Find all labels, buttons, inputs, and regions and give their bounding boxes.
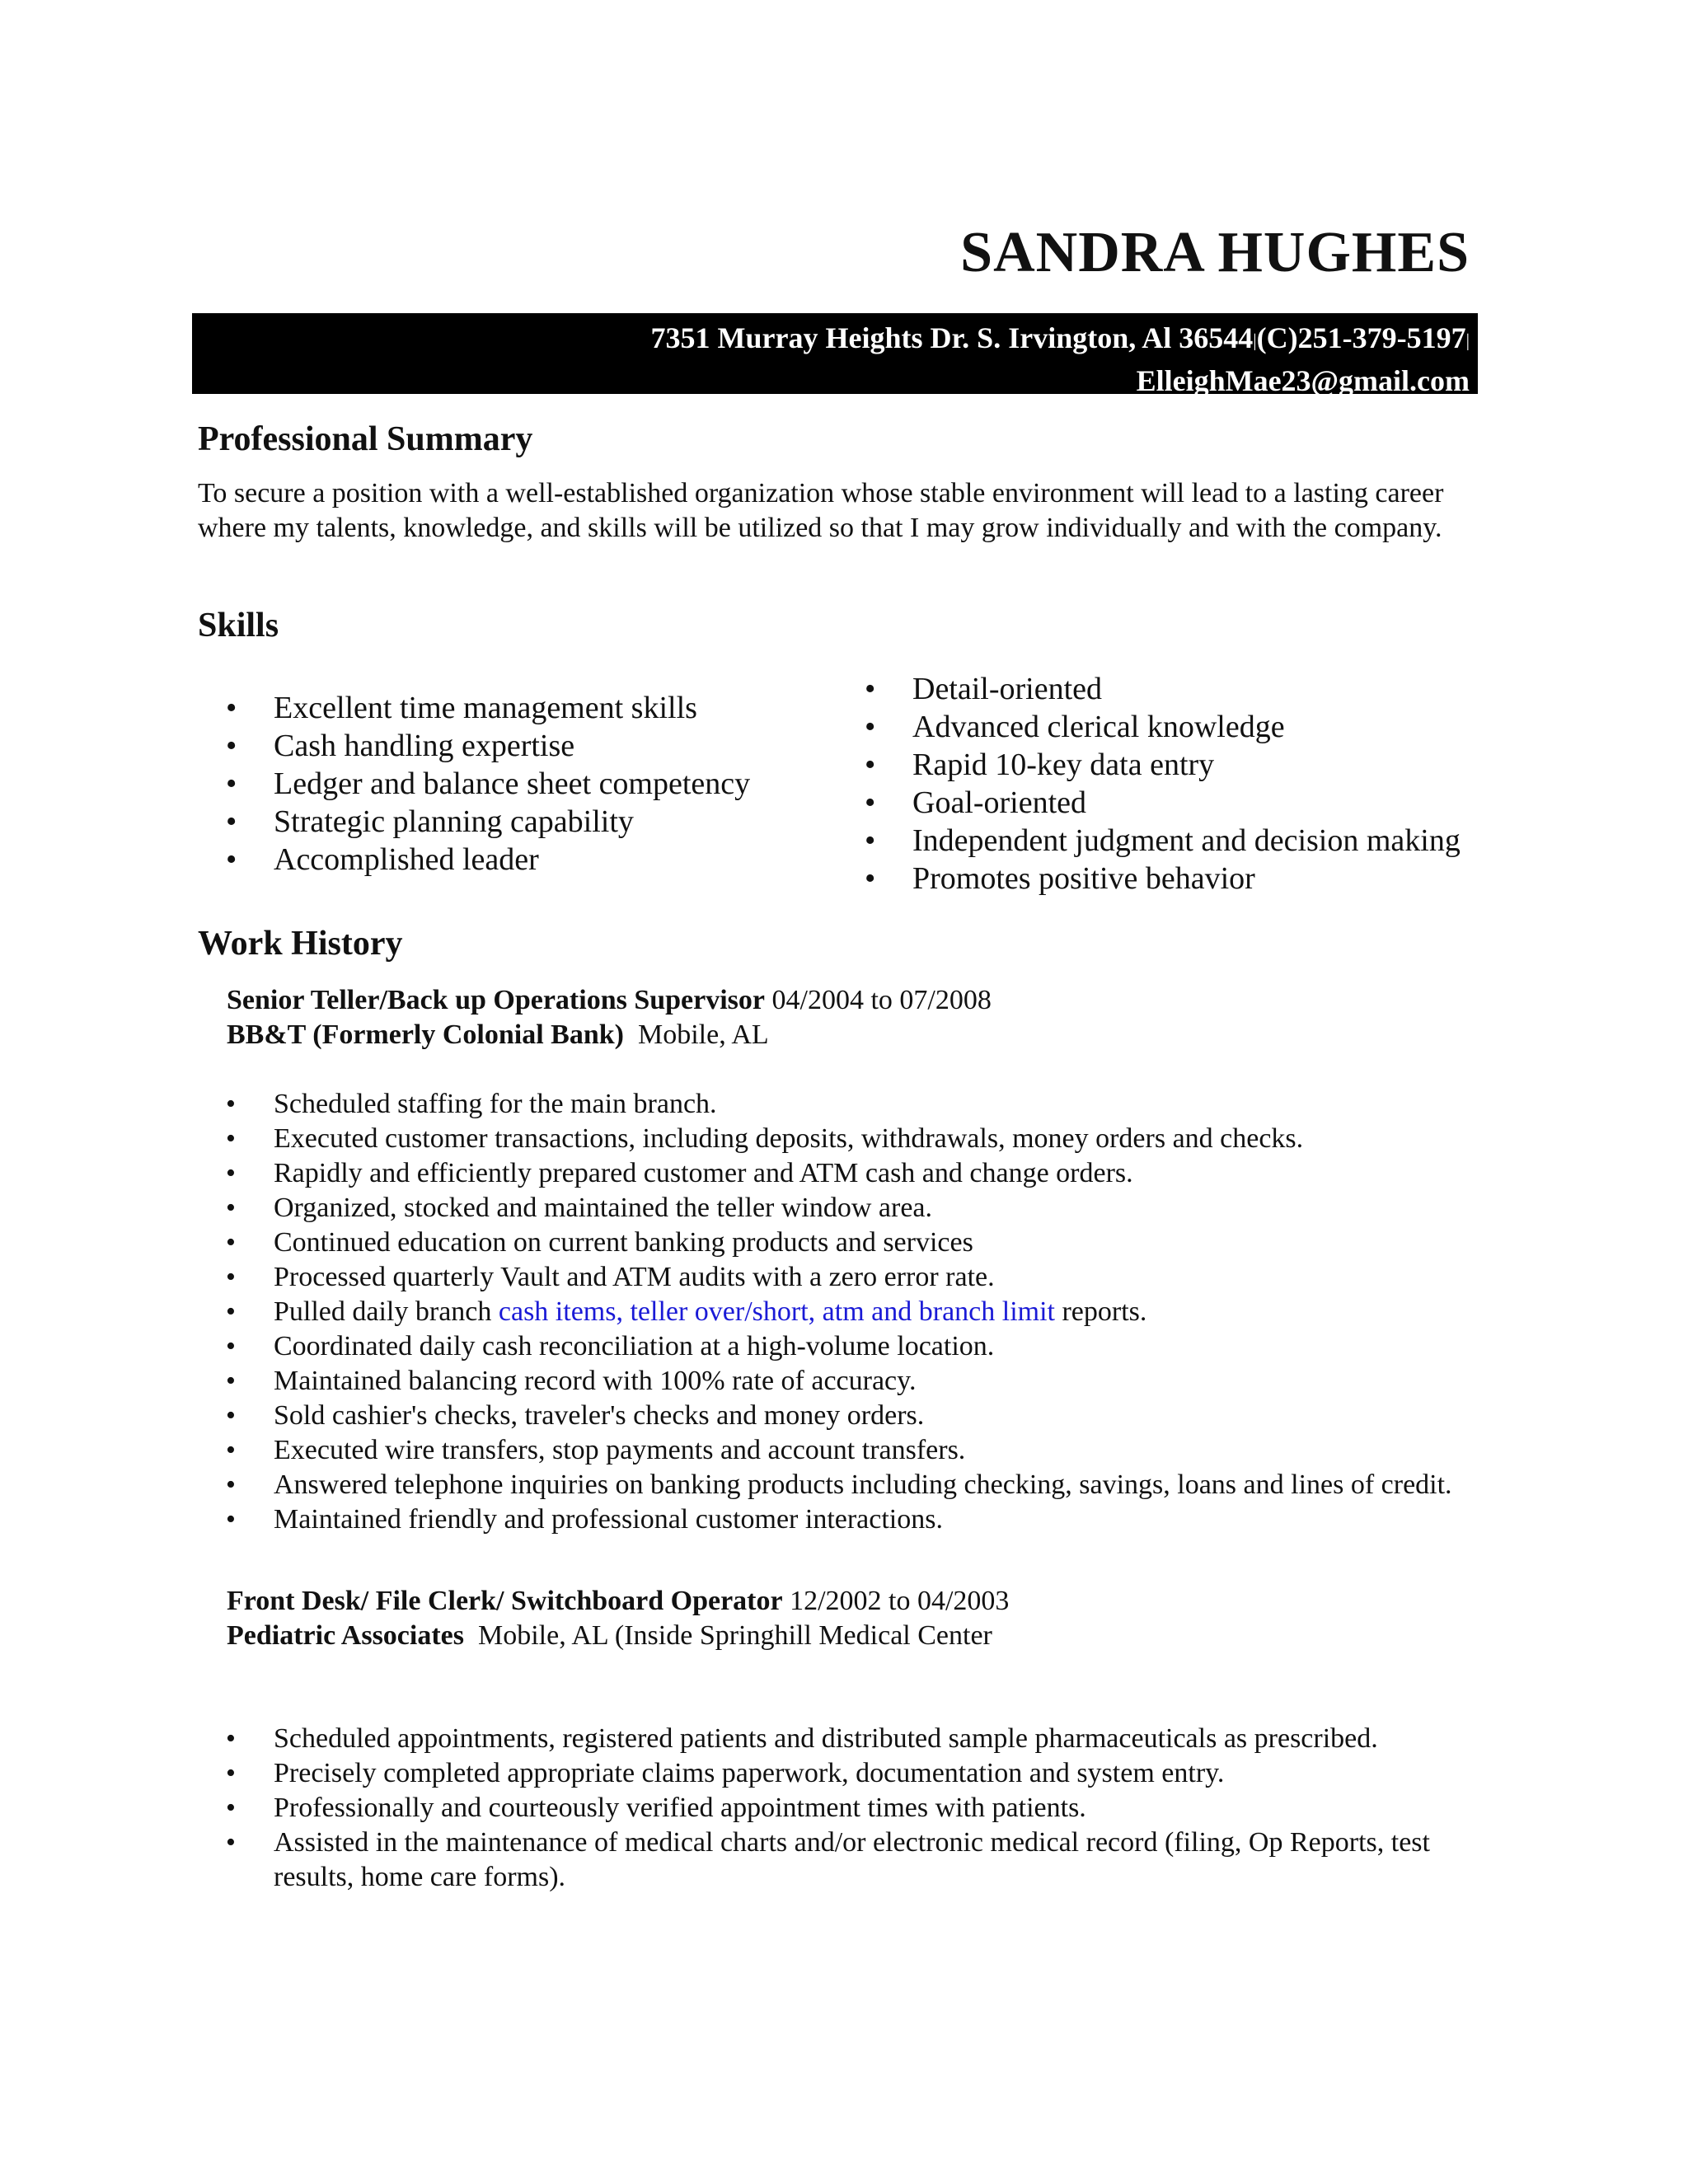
employer-name: Pediatric Associates	[227, 1620, 464, 1651]
bullet-icon: •	[226, 842, 237, 877]
bullet-icon: •	[226, 729, 237, 763]
skill-text: Detail-oriented	[912, 672, 1103, 706]
duty-text: Precisely completed appropriate claims paperwork, documentation and system entry.	[274, 1758, 1225, 1788]
bullet-icon: •	[226, 691, 237, 725]
list-item	[838, 670, 1461, 708]
employer-name: BB&T (Formerly Colonial Bank)	[227, 1019, 624, 1050]
job-title: Front Desk/ File Clerk/ Switchboard Operator	[227, 1586, 783, 1616]
candidate-name: SANDRA HUGHES	[960, 221, 1470, 284]
list-item	[199, 1502, 1485, 1537]
bullet-icon: •	[226, 1227, 236, 1258]
bullet-icon: •	[865, 861, 876, 896]
employer-location: Mobile, AL	[638, 1019, 769, 1050]
list-item	[199, 841, 750, 879]
bullet-icon: •	[226, 804, 237, 839]
summary-text: To secure a position with a well-established organization whose stable environment will lead to a lasting career where my talents, knowledge, and skills will be utilized so that I may grow individually and with the company.	[198, 478, 1444, 543]
skill-text: Rapid 10-key data entry	[912, 748, 1215, 782]
list-item	[838, 822, 1461, 860]
duty-text: Coordinated daily cash reconciliation at a high-volume location.	[274, 1331, 995, 1361]
employer-location: Mobile, AL (Inside Springhill Medical Center	[478, 1620, 992, 1651]
bullet-icon: •	[226, 1158, 236, 1188]
list-item	[838, 708, 1461, 746]
duty-text: Professionally and courteously verified appointment times with patients.	[274, 1793, 1086, 1823]
duty-text: Executed customer transactions, including deposits, withdrawals, money orders and checks.	[274, 1123, 1304, 1154]
address: 7351 Murray Heights Dr. S. Irvington, Al 36544	[650, 321, 1254, 354]
contact-bar	[192, 313, 1478, 397]
list-item	[199, 1468, 1485, 1502]
bullet-icon: •	[226, 1331, 236, 1361]
skills-list-right	[838, 670, 1461, 898]
bullet-icon: •	[865, 823, 876, 858]
duty-text: Executed wire transfers, stop payments and account transfers.	[274, 1435, 966, 1465]
employer-line	[227, 1018, 769, 1052]
list-item	[199, 803, 750, 841]
list-item	[199, 1364, 1485, 1399]
work-history-heading: Work History	[198, 925, 403, 963]
list-item	[199, 1087, 1485, 1122]
bullet-icon: •	[226, 1193, 236, 1223]
duty-text: Processed quarterly Vault and ATM audits with a zero error rate.	[274, 1262, 995, 1292]
bullet-icon: •	[226, 766, 237, 801]
list-item	[199, 689, 750, 727]
duty-text: Answered telephone inquiries on banking products including checking, savings, loans and lines of credit.	[274, 1469, 1452, 1500]
duty-text: Scheduled appointments, registered patients and distributed sample pharmaceuticals as prescribed.	[274, 1723, 1378, 1754]
job-duties-list	[199, 1722, 1485, 1895]
phone: (C)251-379-5197	[1256, 321, 1466, 354]
bullet-icon: •	[226, 1723, 236, 1754]
list-item	[838, 860, 1461, 898]
duty-text: Pulled daily branch	[274, 1296, 499, 1327]
list-item	[199, 1825, 1485, 1895]
skills-heading: Skills	[198, 607, 279, 644]
bullet-icon: •	[226, 1793, 236, 1823]
list-item	[199, 1399, 1485, 1433]
duty-text: Organized, stocked and maintained the teller window area.	[274, 1193, 933, 1223]
bullet-icon: •	[226, 1089, 236, 1119]
summary-heading: Professional Summary	[198, 420, 533, 458]
contact-separator: |	[1253, 330, 1257, 351]
list-item	[199, 765, 750, 803]
contact-line-1	[192, 318, 1470, 361]
skill-text: Ledger and balance sheet competency	[274, 766, 751, 801]
skill-text: Promotes positive behavior	[912, 861, 1255, 896]
bullet-icon: •	[865, 672, 876, 706]
skill-text: Strategic planning capability	[274, 804, 634, 839]
list-item	[199, 1329, 1485, 1364]
skills-list-left	[199, 689, 750, 879]
list-item	[199, 727, 750, 765]
bullet-icon: •	[226, 1758, 236, 1788]
skill-text: Goal-oriented	[912, 785, 1087, 820]
bullet-icon: •	[226, 1366, 236, 1396]
email-link[interactable]: ElleighMae23@gmail.com	[1136, 363, 1470, 397]
list-item	[838, 784, 1461, 822]
contact-line-2	[192, 361, 1470, 401]
job-title-line	[227, 1584, 1009, 1619]
skill-text: Advanced clerical knowledge	[912, 710, 1285, 744]
list-item	[199, 1156, 1485, 1191]
contact-separator: |	[1465, 330, 1470, 351]
list-item	[199, 1722, 1485, 1756]
list-item	[199, 1295, 1485, 1329]
bullet-icon: •	[865, 710, 876, 744]
skill-text: Independent judgment and decision making	[912, 823, 1461, 858]
job-dates: 12/2002 to 04/2003	[790, 1586, 1010, 1616]
bullet-icon: •	[865, 748, 876, 782]
bullet-icon: •	[226, 1262, 236, 1292]
duty-text: Scheduled staffing for the main branch.	[274, 1089, 717, 1119]
duty-text: Rapidly and efficiently prepared customer and ATM cash and change orders.	[274, 1158, 1133, 1188]
skill-text: Excellent time management skills	[274, 691, 697, 725]
list-item	[199, 1122, 1485, 1156]
bullet-icon: •	[226, 1296, 236, 1327]
job-duties-list	[199, 1087, 1485, 1537]
skill-text: Accomplished leader	[274, 842, 539, 877]
list-item	[838, 746, 1461, 784]
duty-text: Maintained friendly and professional customer interactions.	[274, 1504, 943, 1535]
job-dates: 04/2004 to 07/2008	[771, 985, 992, 1015]
report-link[interactable]: cash items, teller over/short, atm and branch limit	[498, 1296, 1055, 1327]
skill-text: Cash handling expertise	[274, 729, 575, 763]
list-item	[199, 1756, 1485, 1791]
list-item	[199, 1191, 1485, 1226]
duty-text-suffix: reports.	[1054, 1296, 1147, 1327]
duty-text: Continued education on current banking products and services	[274, 1227, 973, 1258]
employer-line	[227, 1619, 992, 1653]
duty-text: Sold cashier's checks, traveler's checks and money orders.	[274, 1400, 925, 1431]
job-title: Senior Teller/Back up Operations Supervisor	[227, 985, 766, 1015]
list-item	[199, 1226, 1485, 1260]
bullet-icon: •	[226, 1123, 236, 1154]
bullet-icon: •	[226, 1400, 236, 1431]
bullet-icon: •	[226, 1504, 236, 1535]
list-item	[199, 1791, 1485, 1825]
bullet-icon: •	[865, 785, 876, 820]
bullet-icon: •	[226, 1827, 236, 1858]
duty-text: Assisted in the maintenance of medical charts and/or electronic medical record (filing, Op Reports, test results, home care forms).	[274, 1827, 1430, 1892]
job-title-line	[227, 983, 992, 1018]
list-item	[199, 1260, 1485, 1295]
bullet-icon: •	[226, 1435, 236, 1465]
duty-text: Maintained balancing record with 100% rate of accuracy.	[274, 1366, 917, 1396]
list-item	[199, 1433, 1485, 1468]
bullet-icon: •	[226, 1469, 236, 1500]
